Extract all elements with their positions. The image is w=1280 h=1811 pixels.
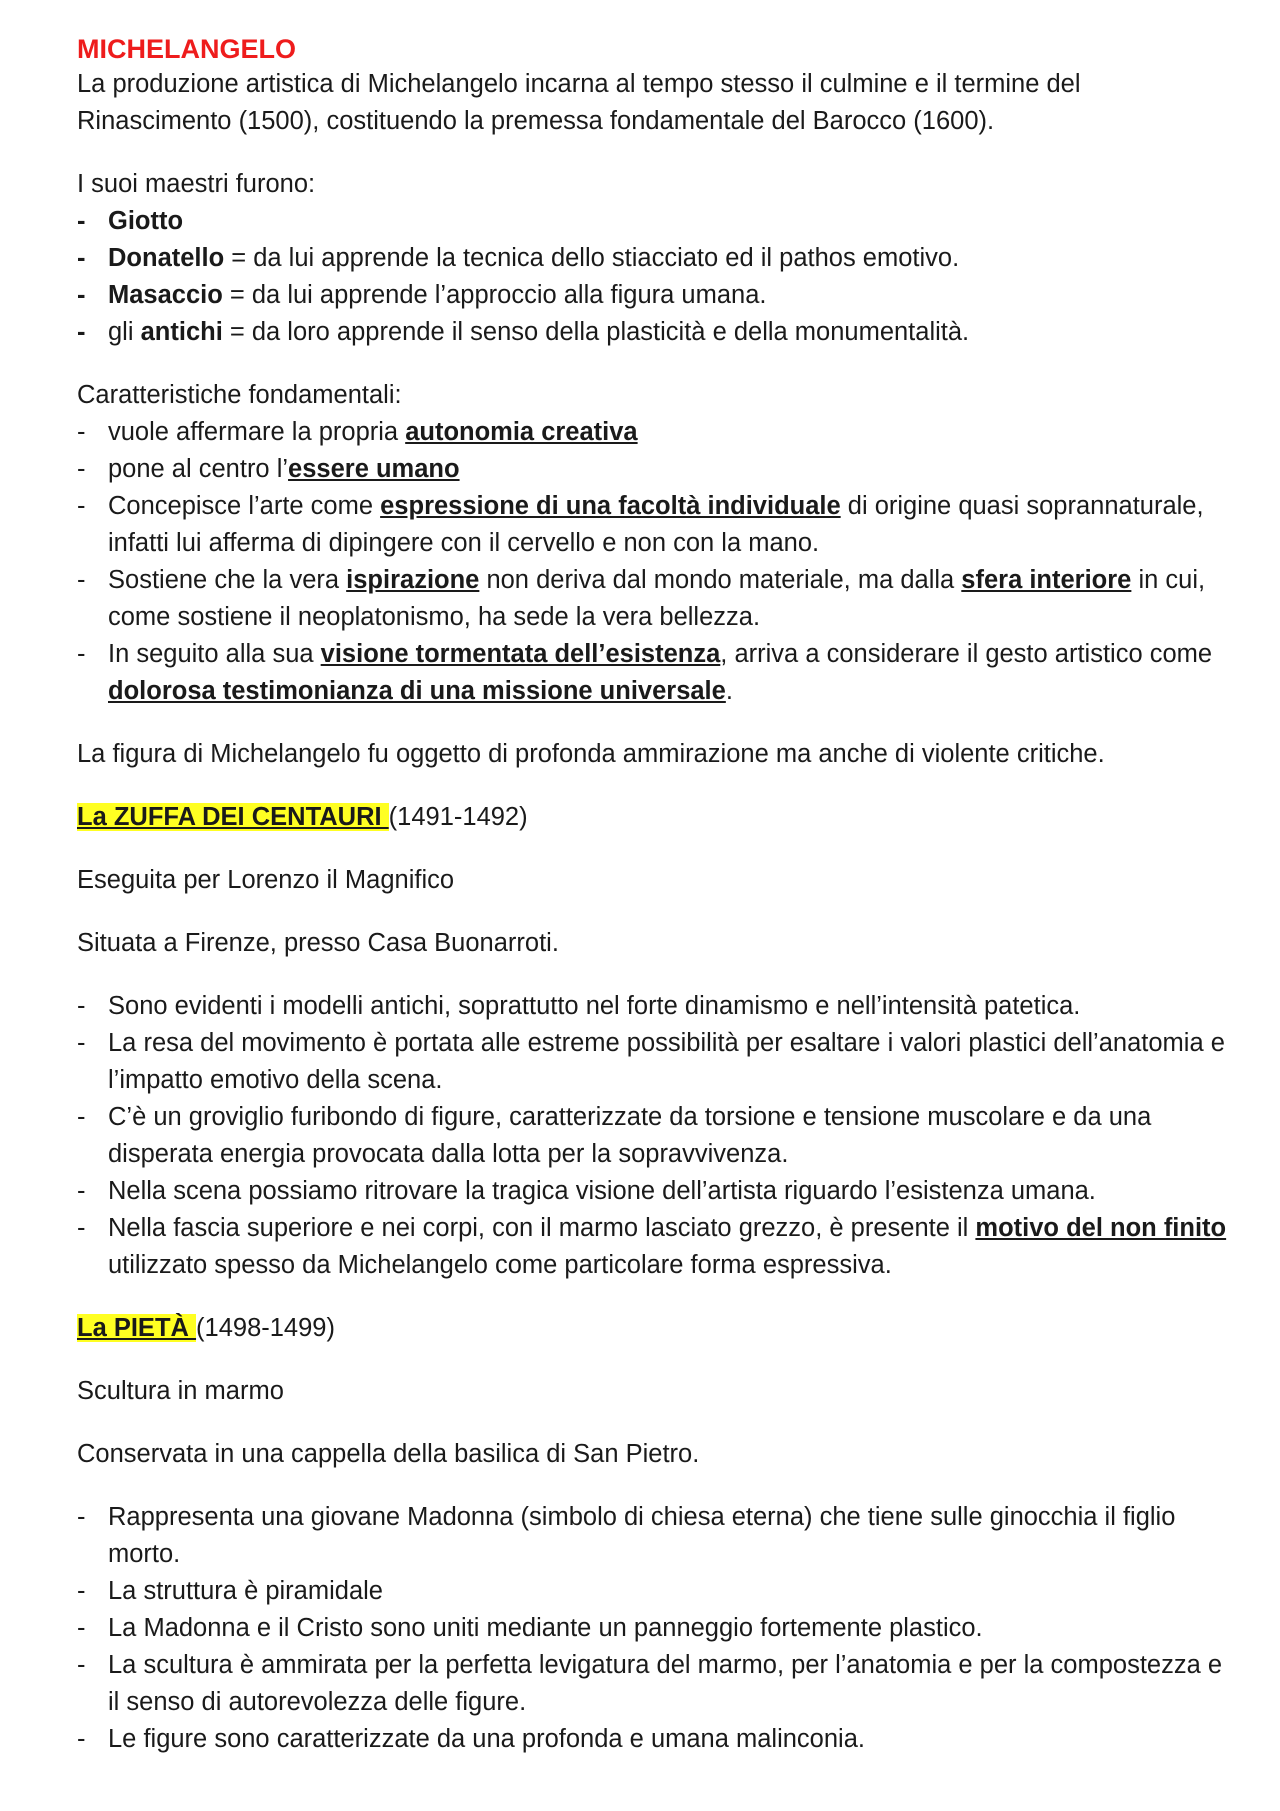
document-title: MICHELANGELO [77,34,296,64]
text: pone al centro l’ [108,455,289,483]
pieta-heading [77,1310,1227,1347]
list-item [77,277,1227,314]
figure-note: La figura di Michelangelo fu oggetto di profonda ammirazione ma anche di violente critiche. [77,740,1105,768]
list-item [77,314,1227,351]
key-term: essere umano [288,455,460,483]
master-desc: = da loro apprende il senso della plasticità e della monumentalità. [222,318,970,346]
list-item: - Le figure sono caratterizzate da una profonda e umana malinconia. [77,1721,1227,1758]
features-heading: Caratteristiche fondamentali: [77,381,402,409]
zuffa-title: La ZUFFA DEI CENTAURI [77,803,389,831]
text: in cui, come sostiene il neoplatonismo, ha sede la vera bellezza. [108,566,1206,631]
key-term: motivo del non finito [975,1214,1227,1242]
text: , arriva a considerare il gesto artistico come [720,640,1213,668]
text: Nella fascia superiore e nei corpi, con il marmo lasciato grezzo, è presente il [108,1214,976,1242]
list-item [77,1210,1227,1284]
master-desc: = da lui apprende l’approccio alla figura umana. [222,281,767,309]
masters-heading: I suoi maestri furono: [77,170,316,198]
text: vuole affermare la propria [108,418,406,446]
pieta-line-1: Scultura in marmo [77,1377,284,1405]
key-term: autonomia creativa [405,418,638,446]
key-term: visione tormentata dell’esistenza [320,640,721,668]
key-term: sfera interiore [961,566,1132,594]
list-item: - La resa del movimento è portata alle estreme possibilità per esaltare i valori plastici dell’anatomia e l’impatto emotivo della scena. [77,1025,1227,1099]
zuffa-list [77,988,1227,1284]
master-prefix: gli [108,318,141,346]
list-item: - Nella scena possiamo ritrovare la tragica visione dell’artista riguardo l’esistenza umana. [77,1173,1227,1210]
text: di origine quasi soprannaturale, infatti lui afferma di dipingere con il cervello e non con la mano. [108,492,1204,557]
zuffa-heading [77,799,1227,836]
list-item: - La struttura è piramidale [77,1573,1227,1610]
text: non deriva dal mondo materiale, ma dalla [479,566,962,594]
list-item [77,203,1227,240]
master-name: Giotto [108,207,184,235]
list-item [77,636,1227,710]
list-item: - La scultura è ammirata per la perfetta levigatura del marmo, per l’anatomia e per la compostezza e il senso di autorevolezza delle figure. [77,1647,1227,1721]
text: utilizzato spesso da Michelangelo come particolare forma espressiva. [108,1251,892,1279]
master-desc: = da lui apprende la tecnica dello stiacciato ed il pathos emotivo. [224,244,960,272]
key-term: espressione di una facoltà individuale [380,492,841,520]
intro-line-1: La produzione artistica di Michelangelo incarna al tempo stesso il culmine e il termine del [77,70,1081,98]
key-term: ispirazione [346,566,480,594]
master-name: antichi [140,318,223,346]
pieta-list [77,1499,1227,1758]
document-page [77,32,1227,1758]
text: . [725,677,733,705]
pieta-line-2: Conservata in una cappella della basilica di San Pietro. [77,1440,700,1468]
pieta-dates: (1498-1499) [196,1314,335,1342]
list-item: - C’è un groviglio furibondo di figure, caratterizzate da torsione e tensione muscolare e da una disperata energia provocata dalla lotta per la sopravvivenza. [77,1099,1227,1173]
zuffa-dates: (1491-1492) [388,803,528,831]
list-item [77,451,1227,488]
masters-list [77,203,1227,351]
intro-paragraph [77,66,1227,140]
text: Sostiene che la vera [108,566,347,594]
list-item [77,240,1227,277]
list-item: - Sono evidenti i modelli antichi, soprattutto nel forte dinamismo e nell’intensità patetica. [77,988,1227,1025]
pieta-title: La PIETÀ [77,1314,197,1342]
features-list [77,414,1227,710]
list-item: - Rappresenta una giovane Madonna (simbolo di chiesa eterna) che tiene sulle ginocchia il figlio morto. [77,1499,1227,1573]
text: In seguito alla sua [108,640,321,668]
list-item [77,488,1227,562]
list-item: - La Madonna e il Cristo sono uniti mediante un panneggio fortemente plastico. [77,1610,1227,1647]
list-item [77,562,1227,636]
key-term: dolorosa testimonianza di una missione universale [108,677,726,705]
zuffa-line-2: Situata a Firenze, presso Casa Buonarroti. [77,929,559,957]
text: Concepisce l’arte come [108,492,381,520]
list-item [77,414,1227,451]
zuffa-line-1: Eseguita per Lorenzo il Magnifico [77,866,455,894]
master-name: Donatello [108,244,225,272]
intro-line-2: Rinascimento (1500), costituendo la premessa fondamentale del Barocco (1600). [77,107,995,135]
master-name: Masaccio [108,281,223,309]
